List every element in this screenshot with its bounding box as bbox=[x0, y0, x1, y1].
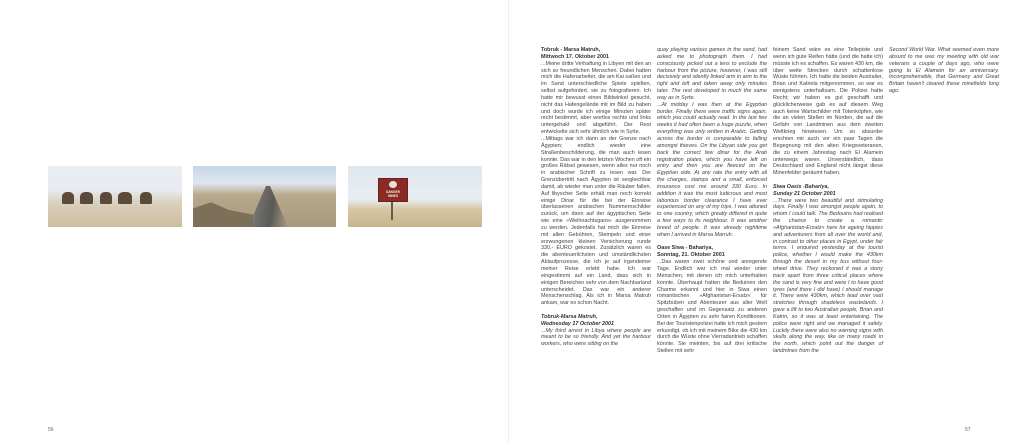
rock-slope bbox=[193, 196, 253, 227]
body-paragraph: quay playing various games in the sand, had asked me to photograph them. I had consciously picked out a lens to exclude the harbour from the picture, however, I was still decisively and silently linked arm in arm to the right and left and taken away only minutes later. The rest developed in much the same way as in Syrte. bbox=[657, 47, 767, 101]
body-paragraph: feinem Sand wäre es eine Teilepiste und wenn ich gute Reifen hätte (und die hatte ich) müsste ich es schaffen. Es waren 430 km, die über weite Strecken durch schattenlose Wüste führten. Ich hatte die beiden Australier, Brian und Katriela mitgenommen, so war es wenigstens unterhaltsam. Die Polizei hatte Recht; wir haben es gut geschafft und glücklicherweise gab es auf diesem Weg auch keine Wartschilder mit Totenköpfen, wie die an vielen Stellen im Norden, die auf die Gefahr von Landminen aus dem zweiten Weltkrieg hinwiesen. Um so absurder erschien mir auch vor ein paar Tagen die Begegnung mit den alten Kriegsveteranen, die zu einem Jahrestag nach El Alamein unterwegs waren. Unverständlich, dass Deutschland und England nicht längst diese Minenfelder geräumt haben. bbox=[773, 47, 883, 177]
body-paragraph: ...There were two beautiful and stimulating days. Finally I was amongst people again, to whom I could talk. The Bedouins had realised the chance to create a romantic »Afghanistan-Ersatz« here for ageing hippies and adventurers from all over the world and, in contrast to other places in Egypt, under fair terms. I enquired yesterday at the tourist police, whether I would make the 430km through the desert in my bus without four-wheel drive. They reckoned it was a stony track apart from three critical places where the sand is very fine and were I to have good tyres (and there I did have) I should manage it. There were 430km, which lead over vast stretches through shadeless wastelands. I gave a lift to two Australian people, Brian and Katrin, so it was at least entertaining. The police were right and we managed it safely. Luckily there were also no warning signs with skulls along the way, like on many roads in the north, which point out the danger of landmines from the bbox=[773, 197, 883, 355]
desert-road-photo bbox=[193, 166, 336, 227]
text-column-3 bbox=[773, 47, 883, 355]
section-heading: Oase Siwa - Bahariya, Sonntag, 21. Oktober 2001 bbox=[657, 245, 725, 259]
camel-shape bbox=[62, 192, 74, 204]
section-heading: Tobruk-Marsa Matruh, Wednesday 17 October 2001 bbox=[541, 313, 615, 327]
page-number-right: 57 bbox=[965, 427, 971, 433]
skull-icon bbox=[389, 181, 397, 188]
text-column-1 bbox=[541, 47, 651, 348]
body-paragraph: ...At midday I was then at the Egyptian border. Finally there were traffic signs again, which you could actually read. In the last few weeks it had often been a huge puzzle, when everything was only written in Arabic. Getting across the border is comparable to falling amongst thieves. On the Libyan side you get back the correct few dinar for the Arab registration plates, which you have left on entry and then you are fleeced on the Egyptian side. At any rate the entry with all the charges, stamps and a small, enforced insurance cost me around 330 Euro. In addition it was the most ludicrous and most laborious border clearance I have ever experienced on any of my trips. I was attuned to one country, which greatly differed in quite a few ways to its neighbour. It was another breed of people. It was already nighttime when I arrived in Marsa Marruh. bbox=[657, 101, 767, 238]
text-column-2 bbox=[657, 47, 767, 355]
road-shape bbox=[248, 186, 288, 227]
body-paragraph: ...Mittags war ich dann an der Grenze nach Ägypten; endlich wieder eine Straßenbeschilderung, die man auch lesen konnte. Das war in den letzten Wochen oft ein großes Rätsel gewesen, wenn alles nur noch in arabischer Schrift zu lesen war. Der Grenzübertritt nach Ägypten ist vergleichbar damit, ab wieder man unter die Räuber fallen. Auf libyscher Seite erhält man noch korrekt einige Dinar für die bei der Einreise überlassenen arabischen Nummernschilder zurück, um dann auf der ägyptischen Seite wie eine »Weihnachtsgans« ausgenommen zu werden. Jedenfalls hat mich die Einreise mit allen Gebühren, Stempeln und einer erzwungenen kleinen Versicherung runde 330,- EURO gekostet. Zusätzlich waren es die abenteuerlichsten und umständlichsten Ablaufprozesse, die ich je auf irgendeiner meiner Reise erlebt habe. Ich war eingestimmt auf ein Land, dass sich in einigen Bereichen sehr von dem Nachbarland unterscheidet. Das war ein anderer Menschenschlag. Als ich in Marsa Matruh ankam, war es schon Nacht. bbox=[541, 135, 651, 307]
section-heading: Siwa Oasis -Bahariya, Sunday 21 October 2001 bbox=[773, 183, 836, 197]
text-column-4 bbox=[889, 47, 999, 95]
sign-text: DANGER MINES bbox=[386, 190, 400, 198]
danger-mines-sign-photo bbox=[348, 166, 482, 227]
camel-caravan-photo bbox=[48, 166, 182, 227]
body-paragraph: ...My third arrest in Libya where people are meant to be so friendly. And yet the harbour workers, who were sitting on the bbox=[541, 327, 651, 348]
danger-sign bbox=[378, 178, 408, 202]
camel-shape bbox=[80, 192, 93, 204]
camel-shape bbox=[100, 192, 112, 204]
section-heading: Tobruk - Marsa Matruh, Mittwoch 17. Oktober 2001 bbox=[541, 47, 610, 60]
camel-shape bbox=[140, 192, 152, 204]
body-paragraph: ...Meine dritte Verhaftung in Libyen mit den an sich so freundlichen Menschen. Dabei hatten mich die Hafenarbeiter, die am Kai saßen und im Sand unterschiedliche Spiele spielten, selbst aufgefordert, sie zu fotografieren. Ich hatte mir bewusst einen Bildwinkel gesucht, nicht das Hafengelände mit im Bild zu haben und doch wurde ich einige Minuten später recht bestimmt, aber wortlos rechts und links untergehakt und abgeführt. Der Rest entwickelte sich sehr ähnlich wie in Syrte. bbox=[541, 60, 651, 136]
body-paragraph: Second World War. What seemed even more absurd to me was my meeting with old war veterans a couple of days ago, who were going to El Alamein for an anniversary. Incomprehensible, that Germany and Great Britain haven't cleared these minefields long ago. bbox=[889, 47, 999, 95]
camel-shape bbox=[118, 192, 132, 204]
page-number-left: 56 bbox=[48, 427, 54, 433]
body-paragraph: ...Das waren zwei schöne und anregende Tage. Endlich war ich mal wieder unter Menschen, mit denen ich mich unterhalten konnte. Überhaupt hatten die Beduinen den Charme erkannt und hier in Siwa einen romantischen »Afghanistan-Ersatz« für Spitzbuben und Abenteurer aus aller Welt geschaffen und im Gegensatz zu anderen Orten in Ägypten zu sehr fairen Konditionen. Bei der Touristenpolizei hatte ich mich gestern erkundigt, ob ich mit meinem Bike die 430 km durch die Wüste ohne Vierradantrieb schaffen könnte. Sie meinten, bis auf drei kritische Stellen mit sehr bbox=[657, 259, 767, 355]
sign-post bbox=[391, 200, 393, 220]
